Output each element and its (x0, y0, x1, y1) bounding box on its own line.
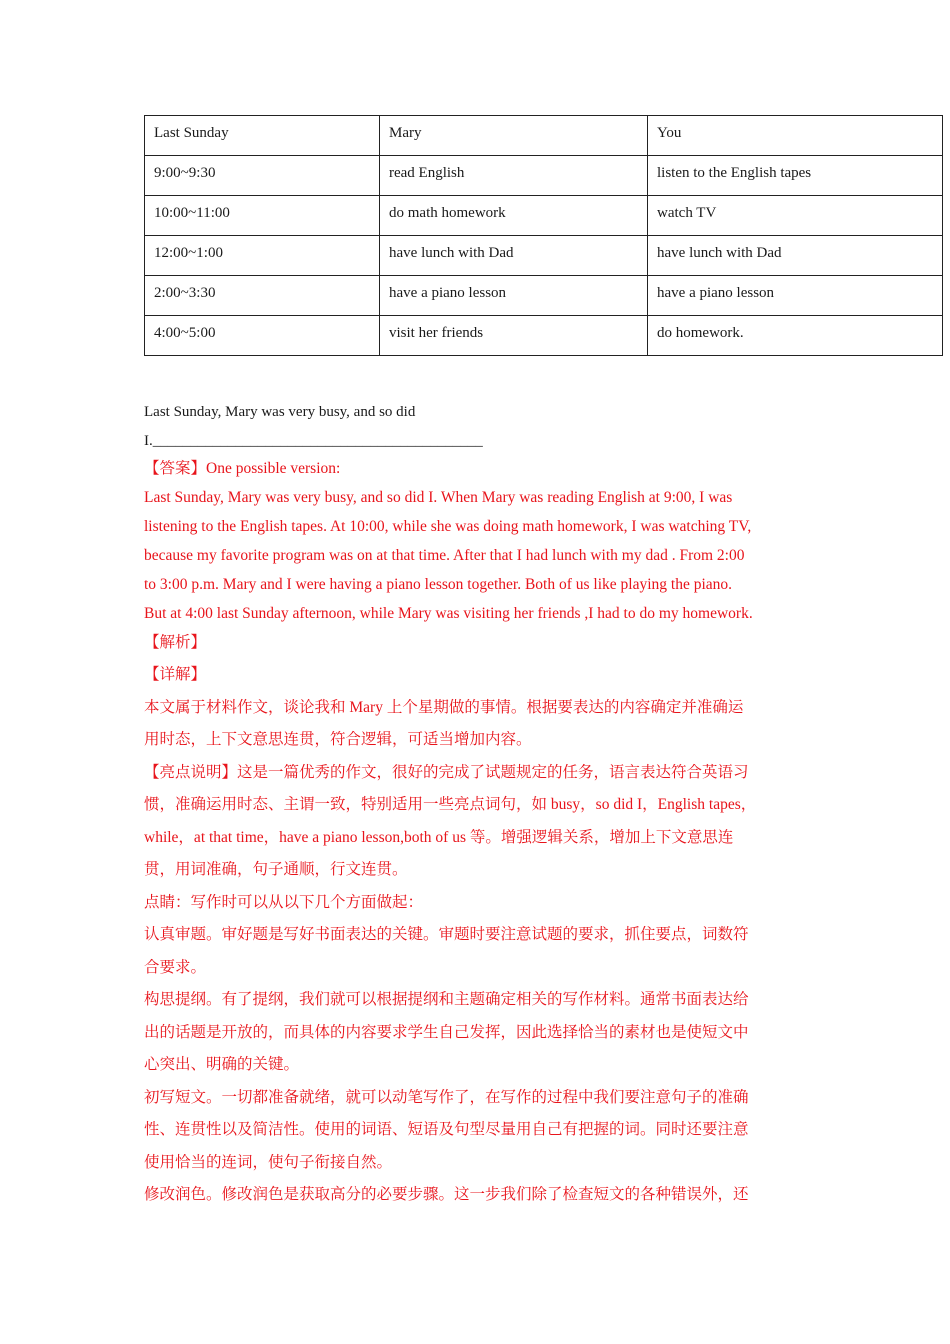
explanation-line: 【亮点说明】这是一篇优秀的作文，很好的完成了试题规定的任务，语言表达符合英语习 (144, 763, 749, 781)
answer-line: Last Sunday, Mary was very busy, and so did I. When Mary was reading English at 9:00, I was (144, 489, 733, 506)
mary-cell: have lunch with Dad (380, 236, 648, 276)
explanation-line: 修改润色。修改润色是获取高分的必要步骤。这一步我们除了检查短文的各种错误外，还 (144, 1186, 749, 1203)
header-cell: Last Sunday (145, 116, 380, 156)
you-cell: watch TV (648, 196, 943, 236)
explanation-line: 贯，用词准确，句子通顺，行文连贯。 (144, 861, 408, 878)
explanation-line: 使用恰当的连词，使句子衔接自然。 (144, 1153, 393, 1171)
you-cell: have lunch with Dad (648, 236, 943, 276)
mary-cell: visit her friends (380, 316, 648, 356)
time-cell: 9:00~9:30 (145, 156, 380, 196)
header-cell: Mary (380, 116, 648, 156)
analysis-label: 【解析】 (144, 634, 207, 651)
explanation-line: 合要求。 (144, 958, 207, 976)
explanation-line: 出的话题是开放的，而具体的内容要求学生自己发挥，因此选择恰当的素材也是使短文中 (144, 1023, 749, 1041)
explanation-line: 用时态，上下文意思连贯，符合逻辑，可适当增加内容。 (144, 731, 532, 748)
explanation-line: 性、连贯性以及简洁性。使用的词语、短语及句型尽量用自己有把握的词。同时还要注意 (144, 1121, 749, 1138)
explanation-line: 构思提纲。有了提纲，我们就可以根据提纲和主题确定相关的写作材料。通常书面表达给 (144, 991, 749, 1008)
explanation-section (144, 659, 804, 1212)
answer-line: listening to the English tapes. At 10:00, while she was doing math homework, I was watching TV, (144, 518, 752, 535)
explanation-line: 惯，准确运用时态、主谓一致，特别适用一些亮点词句，如 busy，so did I，English tapes， (144, 796, 757, 813)
mary-cell: have a piano lesson (380, 276, 648, 316)
time-cell: 4:00~5:00 (145, 316, 380, 356)
mary-cell: read English (380, 156, 648, 196)
you-cell: do homework. (648, 316, 943, 356)
table-row (145, 236, 943, 276)
you-cell: listen to the English tapes (648, 156, 943, 196)
explanation-line: while，at that time，have a piano lesson,both of us 等。增强逻辑关系，增加上下文意思连 (144, 828, 734, 846)
answer-line: because my favorite program was on at that time. After that I had lunch with my dad . From 2:00 (144, 547, 745, 564)
time-cell: 12:00~1:00 (145, 236, 380, 276)
explanation-line: 心突出、明确的关键。 (144, 1056, 300, 1073)
you-cell: have a piano lesson (648, 276, 943, 316)
table-row (145, 196, 943, 236)
explanation-line: 认真审题。审好题是写好书面表达的关键。审题时要注意试题的要求，抓住要点，词数符 (144, 926, 749, 943)
prompt-line: Last Sunday, Mary was very busy, and so did (144, 404, 416, 420)
schedule-table (144, 115, 943, 356)
table-row (145, 316, 943, 356)
answer-line: But at 4:00 last Sunday afternoon, while Mary was visiting her friends ,I had to do my homework. (144, 605, 753, 622)
time-cell: 10:00~11:00 (145, 196, 380, 236)
table-row (145, 276, 943, 316)
writing-prompt (144, 398, 804, 456)
detail-label: 【详解】 (144, 666, 207, 683)
mary-cell: do math homework (380, 196, 648, 236)
explanation-line: 初写短文。一切都准备就绪，就可以动笔写作了，在写作的过程中我们要注意句子的准确 (144, 1088, 749, 1106)
time-cell: 2:00~3:30 (145, 276, 380, 316)
answer-section (144, 454, 804, 657)
table-row (145, 156, 943, 196)
explanation-line: 本文属于材料作文，谈论我和 Mary 上个星期做的事情。根据要表达的内容确定并准确运 (144, 698, 744, 716)
header-cell: You (648, 116, 943, 156)
table-header-row (145, 116, 943, 156)
prompt-blank-line: I.____________________________________________ (144, 433, 483, 449)
answer-label: 【答案】One possible version: (144, 460, 341, 477)
explanation-line: 点睛：写作时可以从以下几个方面做起： (144, 893, 424, 911)
answer-line: to 3:00 p.m. Mary and I were having a piano lesson together. Both of us like playing the piano. (144, 576, 733, 593)
